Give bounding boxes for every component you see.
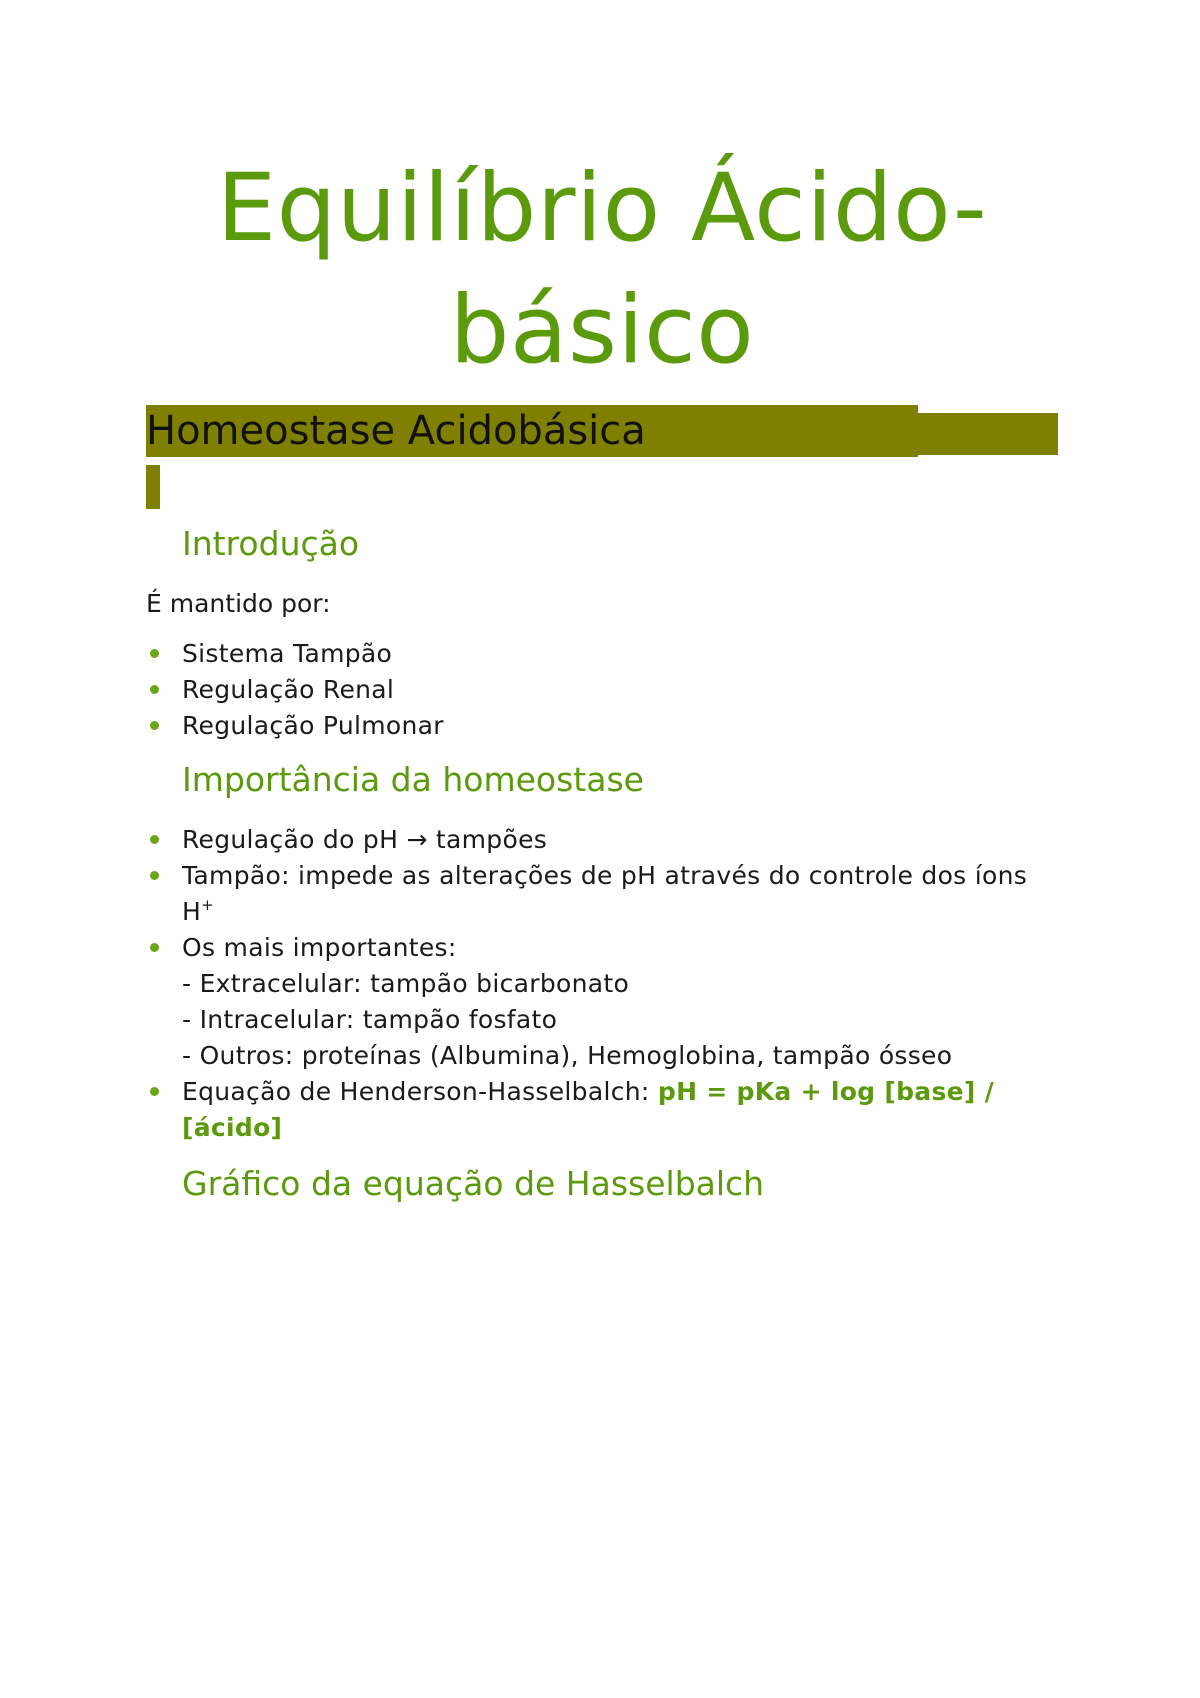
bullet-dot-icon — [150, 835, 159, 844]
intro-heading: Introdução — [182, 524, 360, 563]
importance-list — [146, 822, 1066, 1146]
list-item-text: Equação de Henderson-Hasselbalch: — [182, 1077, 658, 1106]
section-title: Homeostase Acidobásica — [146, 408, 646, 454]
list-item — [146, 708, 1066, 744]
list-item — [146, 636, 1066, 672]
superscript-charge: + — [201, 896, 214, 914]
document-title — [146, 148, 1058, 392]
bullet-dot-icon — [150, 649, 159, 658]
intro-list — [146, 636, 1066, 744]
list-item-text: Tampão: impede as alterações de pH através do controle dos íons H — [182, 861, 1028, 926]
list-item — [146, 1074, 1066, 1146]
list-item-text: Sistema Tampão — [182, 639, 393, 668]
henderson-hasselbalch-formula: pH = pKa + log [base] / [ácido] — [182, 1077, 995, 1142]
graph-heading: Gráfico da equação de Hasselbalch — [182, 1164, 765, 1203]
importance-heading: Importância da homeostase — [182, 760, 644, 799]
sub-item-text: - Outros: proteínas (Albumina), Hemoglobina, tampão ósseo — [182, 1041, 953, 1070]
bullet-dot-icon — [150, 721, 159, 730]
intro-lead: É mantido por: — [146, 589, 331, 618]
list-item-text: Os mais importantes: — [182, 933, 457, 962]
bullet-dot-icon — [150, 943, 159, 952]
title-line-2: básico — [449, 276, 755, 385]
section-band-tail — [918, 413, 1058, 455]
list-item — [146, 672, 1066, 708]
title-line-1: Equilíbrio Ácido- — [216, 154, 988, 263]
list-item — [146, 858, 1066, 930]
bullet-dot-icon — [150, 1087, 159, 1096]
list-item-text: Regulação do pH → tampões — [182, 825, 548, 854]
bullet-dot-icon — [150, 871, 159, 880]
list-item — [146, 822, 1066, 858]
bullet-dot-icon — [150, 685, 159, 694]
sub-item-text: - Intracelular: tampão fosfato — [182, 1005, 558, 1034]
section-header-band — [146, 405, 1058, 457]
section-band-notch — [146, 465, 160, 509]
list-item-text: Regulação Pulmonar — [182, 711, 444, 740]
list-item-text: Regulação Renal — [182, 675, 395, 704]
list-item — [146, 930, 1066, 1074]
sub-item-text: - Extracelular: tampão bicarbonato — [182, 969, 630, 998]
